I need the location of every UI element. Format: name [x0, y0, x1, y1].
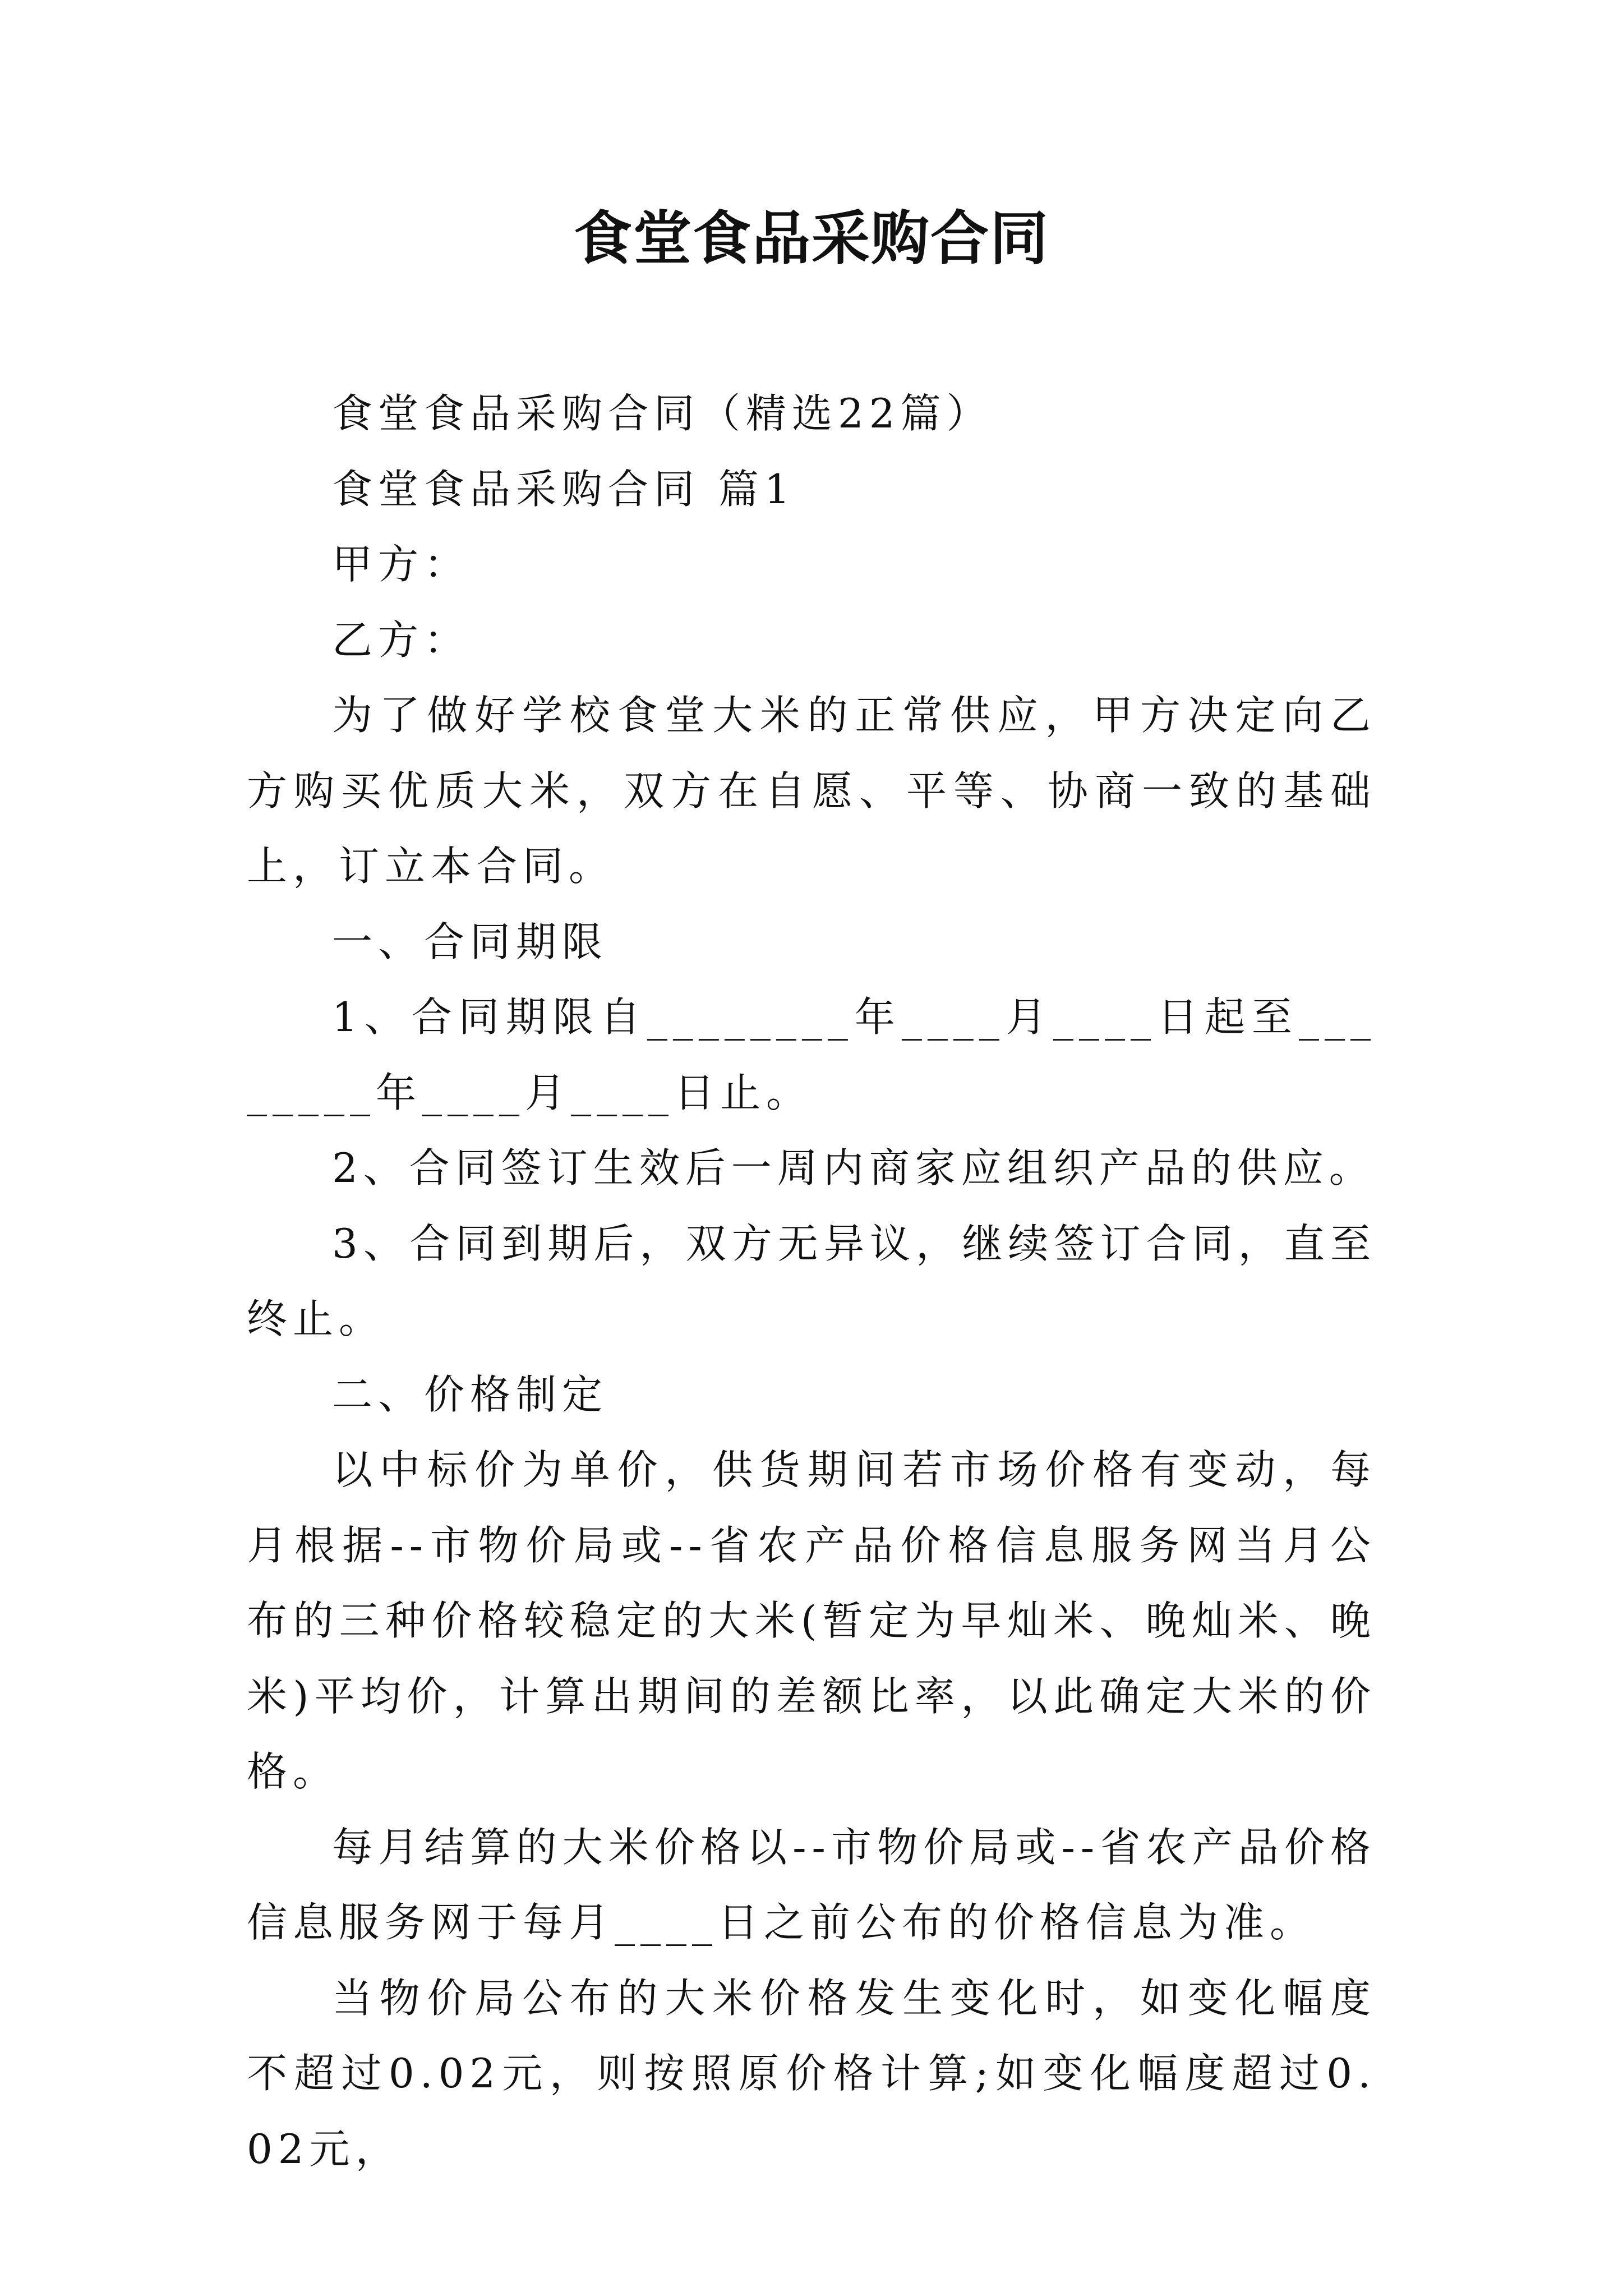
- document-body: [247, 376, 1376, 2187]
- clause-paragraph: 3、合同到期后，双方无异议，继续签订合同，直至终止。: [247, 1220, 1376, 1342]
- clause-heading-term: 一、合同期限: [332, 918, 608, 965]
- subtitle-paragraph: 食堂食品采购合同（精选22篇）: [332, 390, 993, 437]
- party-a-line: 甲方：: [332, 541, 471, 588]
- clause-paragraph: 1、合同期限自________年____月____日起至________年____月____日止。: [247, 993, 1376, 1116]
- clause-paragraph: 当物价局公布的大米价格发生变化时，如变化幅度不超过0.02元，则按照原价格计算;如变化幅度超过0.02元，: [247, 1974, 1376, 2173]
- clause-paragraph: 以中标价为单价，供货期间若市场价格有变动，每月根据--市物价局或--省农产品价格信息服务网当月公布的三种价格较稳定的大米(暂定为早灿米、晚灿米、晚米)平均价，计算出期间的差额比率，以此确定大米的价格。: [247, 1446, 1376, 1795]
- section-heading: 食堂食品采购合同 篇1: [332, 465, 796, 513]
- clause-paragraph: 2、合同签订生效后一周内商家应组织产品的供应。: [332, 1144, 1375, 1191]
- party-b-line: 乙方：: [332, 616, 471, 664]
- clause-heading-price: 二、价格制定: [332, 1370, 608, 1418]
- document-title: 食堂食品采购合同: [573, 204, 1049, 273]
- clause-paragraph: 每月结算的大米价格以--市物价局或--省农产品价格信息服务网于每月____日之前公布的价格信息为准。: [247, 1823, 1376, 1946]
- preamble-paragraph: 为了做好学校食堂大米的正常供应，甲方决定向乙方购买优质大米，双方在自愿、平等、协商一致的基础上，订立本合同。: [247, 692, 1376, 890]
